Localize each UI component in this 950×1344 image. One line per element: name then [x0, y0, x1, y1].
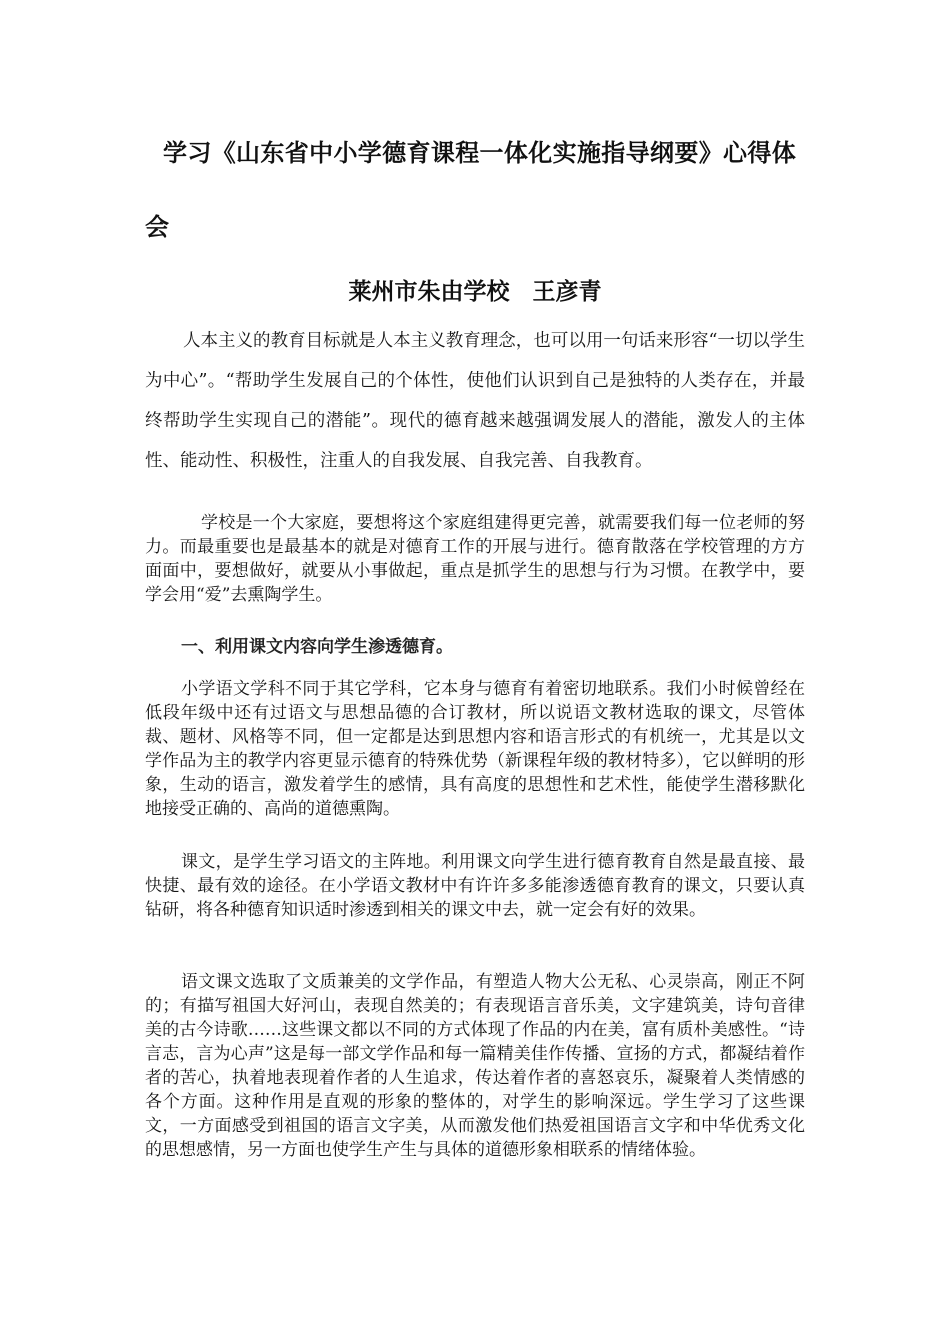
section-heading: 一、利用课文内容向学生渗透德育。	[181, 637, 453, 657]
document-title-line-2: 会	[145, 213, 169, 241]
intro-paragraph-1: 人本主义的教育目标就是人本主义教育理念，也可以用一句话来形容“一切以学生为中心”。“帮助学生发展自己的个体性，使他们认识到自己是独特的人类存在，并最终帮助学生实现自己的潜能”。现代的德育越来越强调发展人的潜能，激发人的主体性、能动性、积极性，注重人的自我发展、自我完善、自我教育。	[145, 331, 805, 471]
document-title-line-1: 学习《山东省中小学德育课程一体化实施指导纲要》心得体	[163, 139, 797, 167]
section-paragraph-3: 语文课文选取了文质兼美的文学作品，有塑造人物大公无私、心灵崇高，刚正不阿的；有描写祖国大好河山，表现自然美的；有表现语言音乐美，文字建筑美，诗句音律美的古今诗歌……这些课文都以不同的方式体现了作品的内在美，富有质朴美感性。“诗言志，言为心声”这是每一部文学作品和每一篇精美佳作传播、宣扬的方式，都凝结着作者的苦心，执着地表现着作者的人生追求，传达着作者的喜怒哀乐，凝聚着人类情感的各个方面。这种作用是直观的形象的整体的，对学生的影响深远。学生学习了这些课文，一方面感受到祖国的语言文字美，从而激发他们热爱祖国语言文字和中华优秀文化的思想感情，另一方面也使学生产生与具体的道德形象相联系的情绪体验。	[145, 972, 805, 1160]
author-line: 莱州市朱由学校 王彦青	[348, 279, 602, 305]
intro-paragraph-2: 学校是一个大家庭，要想将这个家庭组建得更完善，就需要我们每一位老师的努力。而最重要也是最基本的就是对德育工作的开展与进行。德育散落在学校管理的方方面面中，要想做好，就要从小事做起，重点是抓学生的思想与行为习惯。在教学中，要学会用“爱”去熏陶学生。	[145, 513, 805, 605]
section-paragraph-1: 小学语文学科不同于其它学科，它本身与德育有着密切地联系。我们小时候曾经在低段年级中还有过语文与思想品德的合订教材，所以说语文教材选取的课文，尽管体裁、题材、风格等不同，但一定都是达到思想内容和语言形式的有机统一，尤其是以文学作品为主的教学内容更显示德育的特殊优势（新课程年级的教材特多），它以鲜明的形象，生动的语言，激发着学生的感情，具有高度的思想性和艺术性，能使学生潜移默化地接受正确的、高尚的道德熏陶。	[145, 679, 805, 819]
section-paragraph-2: 课文，是学生学习语文的主阵地。利用课文向学生进行德育教育自然是最直接、最快捷、最有效的途径。在小学语文教材中有许许多多能渗透德育教育的课文，只要认真钻研，将各种德育知识适时渗透到相关的课文中去，就一定会有好的效果。	[145, 852, 805, 920]
